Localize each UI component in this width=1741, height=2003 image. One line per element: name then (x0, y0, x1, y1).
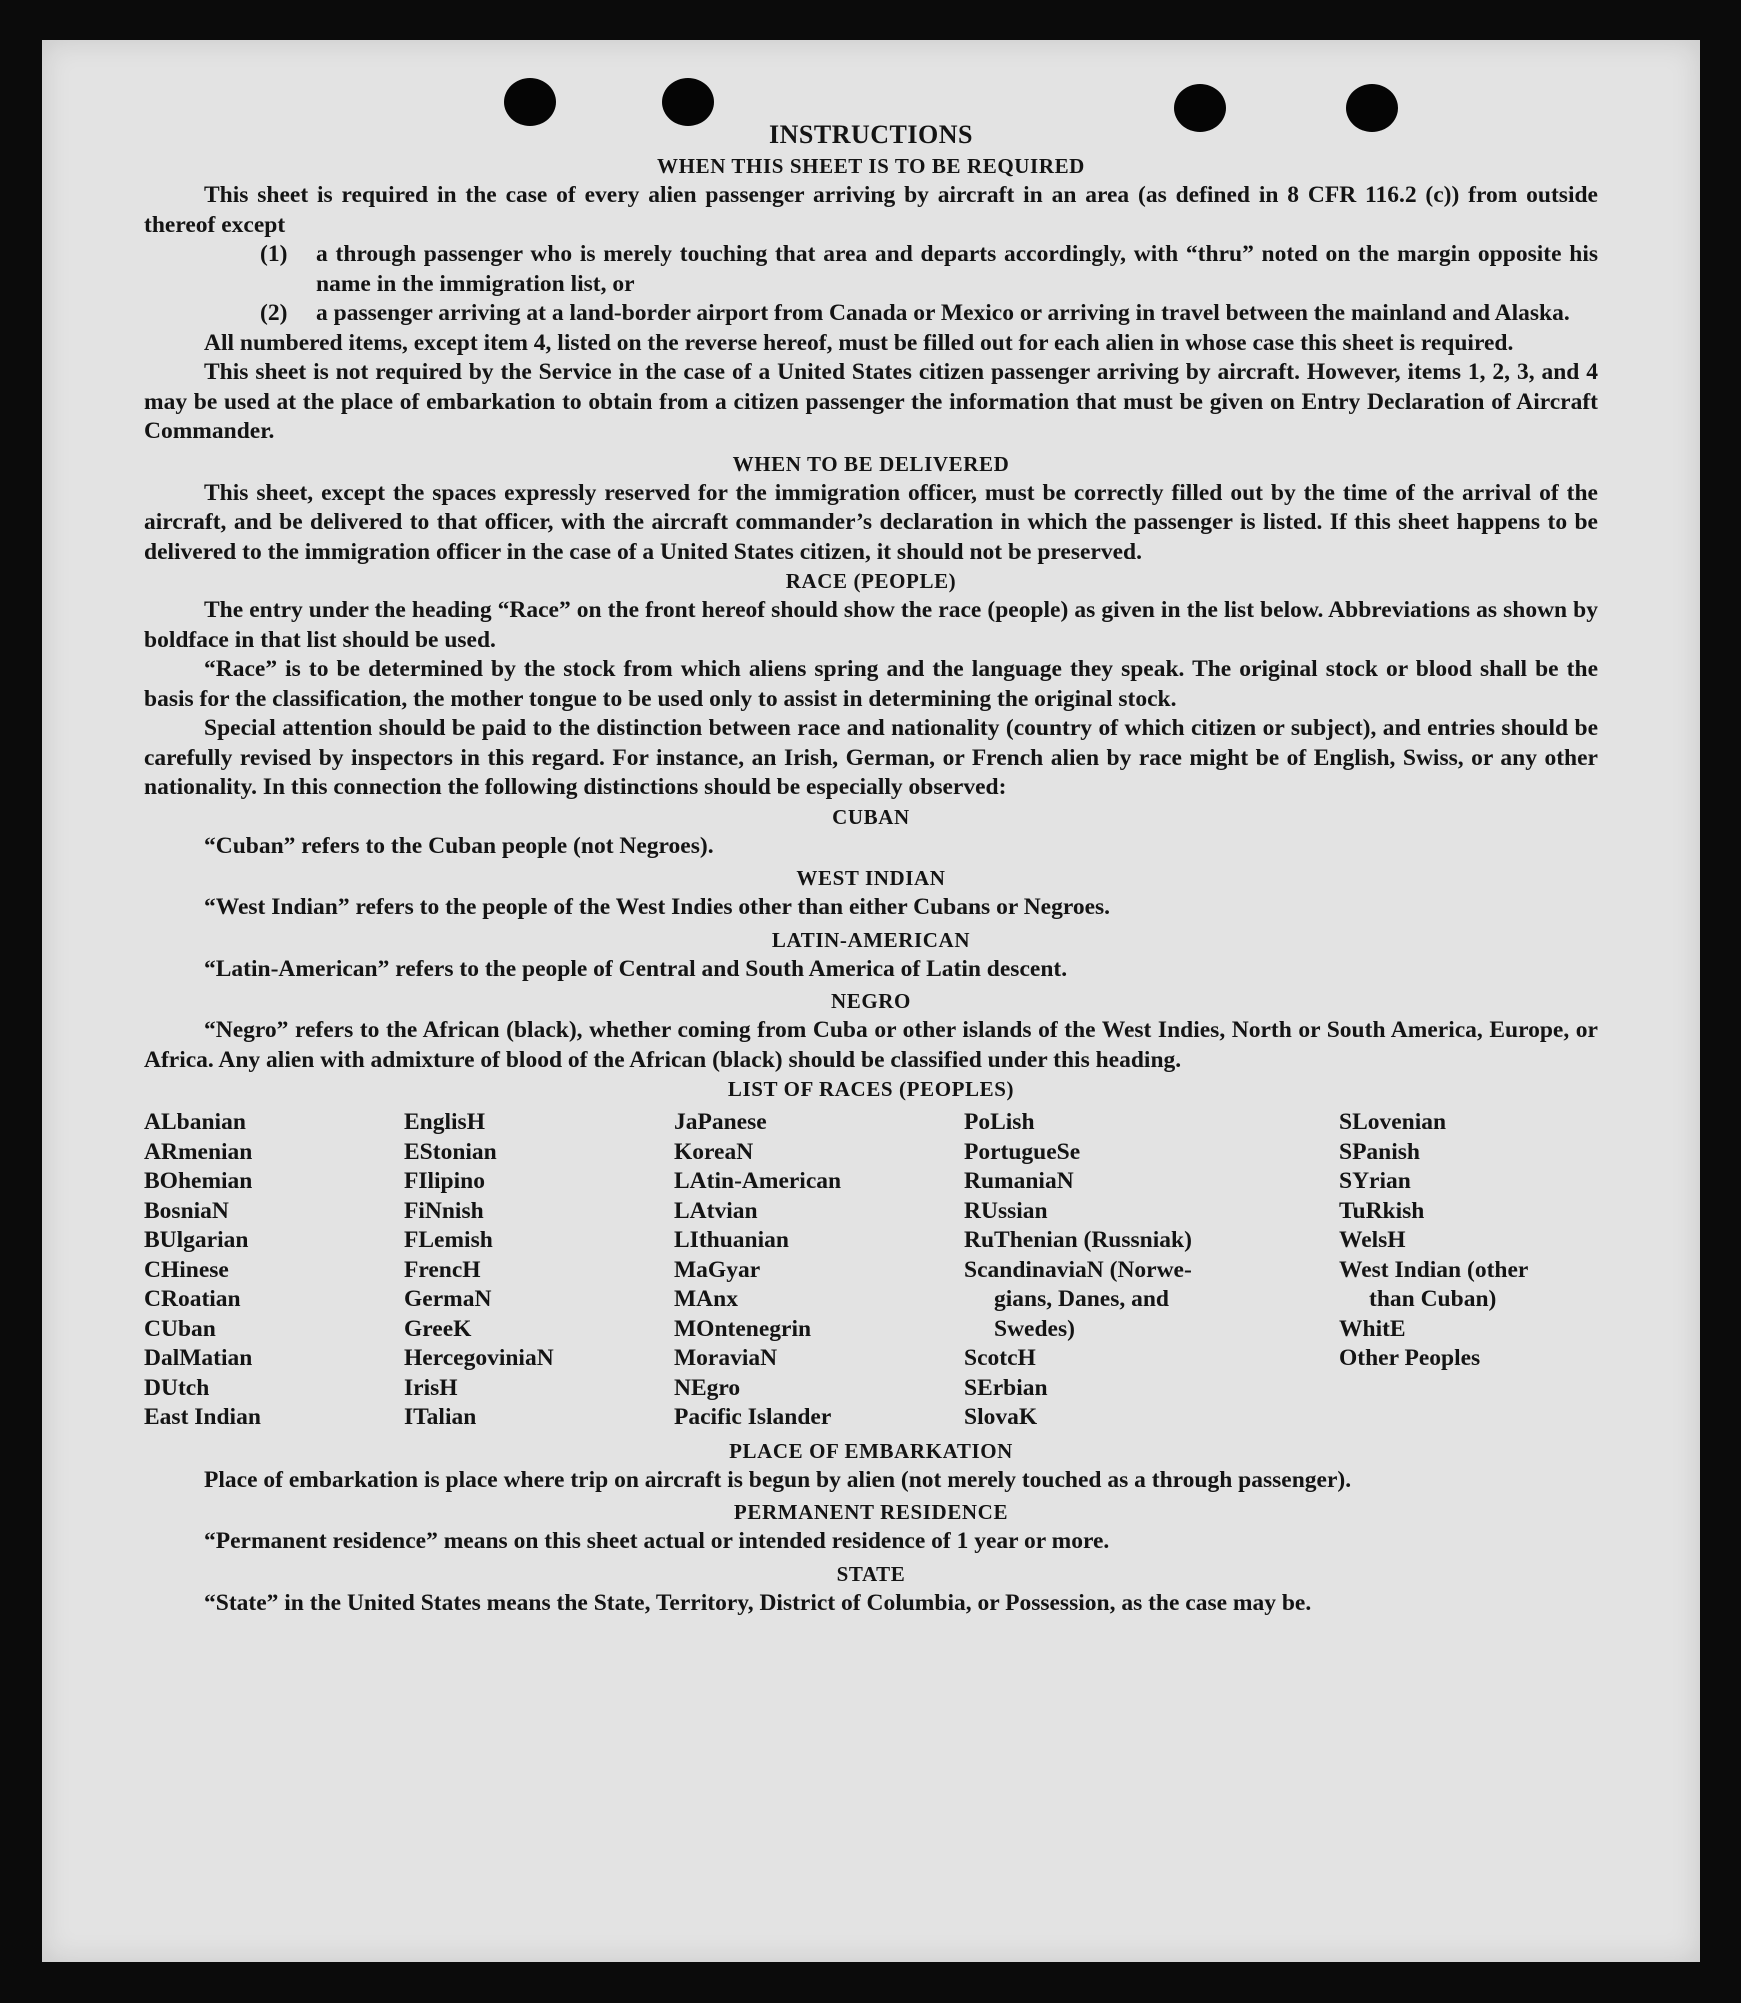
race-entry: CRoatian (144, 1286, 241, 1312)
paragraph: “Latin-American” refers to the people of Central and South America of Latin descent. (204, 955, 1068, 982)
item-text: a passenger arriving at a land-border airport from Canada or Mexico or arriving in travel between the mainland and Alaska. (316, 300, 1570, 326)
race-entry: Other Peoples (1339, 1345, 1481, 1371)
race-entry: EnglisH (404, 1109, 485, 1135)
section-heading: NEGRO (830, 989, 911, 1013)
race-entry: ScandinaviaN (Norwe- (964, 1256, 1192, 1283)
race-entry: SYrian (1339, 1168, 1411, 1194)
paragraph: “Race” is to be determined by the stock from which aliens spring and the language they speak. The original stock or blood shall be the basis for the classification, the mother tongue to be used only to assist in determining the original stock. (144, 656, 1598, 712)
race-entry: CUban (144, 1315, 216, 1342)
race-entry: Swedes) (994, 1315, 1075, 1342)
race-entry: GermaN (404, 1286, 492, 1312)
race-entry: ALbanian (144, 1109, 246, 1135)
race-entry: HercegoviniaN (404, 1345, 554, 1371)
paragraph: All numbered items, except item 4, listed on the reverse hereof, must be filled out for each alien in whose case this sheet is required. (204, 329, 1514, 356)
race-entry: IrisH (404, 1374, 458, 1401)
race-entry: ScotcH (964, 1345, 1036, 1371)
section-heading: CUBAN (832, 804, 910, 829)
races-column (144, 1108, 404, 1433)
races-list (144, 1108, 1598, 1433)
race-entry: PoLish (964, 1109, 1035, 1135)
section-heading: LIST OF RACES (PEOPLES) (727, 1077, 1015, 1101)
item-number: (1) (260, 241, 288, 267)
race-entry: MoraviaN (674, 1345, 778, 1371)
section-heading: WHEN TO BE DELIVERED (732, 451, 1010, 476)
race-entry: EStonian (404, 1138, 497, 1165)
paragraph: “State” in the United States means the State, Territory, District of Columbia, or Possession, as the case may be. (204, 1589, 1312, 1616)
page-title: INSTRUCTIONS (769, 120, 973, 149)
race-entry: MOntenegrin (674, 1315, 812, 1342)
race-entry: gians, Danes, and (994, 1286, 1169, 1312)
race-entry: than Cuban) (1369, 1286, 1497, 1312)
instructions-content (144, 118, 1598, 1618)
race-entry: GreeK (404, 1315, 472, 1342)
races-column (404, 1108, 674, 1433)
race-entry: JaPanese (674, 1109, 767, 1135)
race-entry: DUtch (144, 1374, 210, 1401)
race-entry: MaGyar (674, 1256, 761, 1283)
race-entry: LAtvian (674, 1197, 758, 1224)
paragraph: Special attention should be paid to the distinction between race and nationality (country of which citizen or subject), and entries should be carefully revised by inspectors in this regard. For instance, an Irish, German, or French alien by race might be of English, Swiss, or any other nationality. In this connection the following distinctions should be especially observed: (144, 715, 1598, 800)
section-heading: LATIN-AMERICAN (771, 927, 971, 952)
race-entry: PortugueSe (964, 1138, 1081, 1165)
race-entry: East Indian (144, 1404, 261, 1430)
paragraph: This sheet is not required by the Service in the case of a United States citizen passenger arriving by aircraft. However, items 1, 2, 3, and 4 may be used at the place of embarkation to obtain from a citizen passenger the information that must be given on Entry Declaration of Aircraft Commander. (144, 359, 1598, 444)
race-entry: FIlipino (404, 1168, 485, 1194)
list-item (260, 299, 1598, 329)
race-entry: SLovenian (1339, 1109, 1447, 1135)
race-entry: ITalian (404, 1404, 477, 1430)
race-entry: WhitE (1339, 1315, 1406, 1342)
paragraph: Place of embarkation is place where trip on aircraft is begun by alien (not merely touched as a through passenger). (204, 1466, 1352, 1493)
section-heading: PLACE OF EMBARKATION (729, 1438, 1013, 1463)
race-entry: FrencH (404, 1256, 481, 1283)
race-entry: West Indian (other (1339, 1256, 1529, 1283)
race-entry: RUssian (964, 1197, 1048, 1224)
race-entry: RumaniaN (964, 1168, 1074, 1194)
race-entry: NEgro (674, 1374, 741, 1401)
race-entry: WelsH (1339, 1227, 1406, 1253)
race-entry: KoreaN (674, 1138, 754, 1165)
paragraph: “West Indian” refers to the people of the West Indies other than either Cubans or Negroes. (204, 894, 1111, 920)
paragraph: This sheet, except the spaces expressly reserved for the immigration officer, must be correctly filled out by the time of the arrival of the aircraft, and be delivered to that officer, with the aircraft commander’s declaration in which the passenger is listed. If this sheet happens to be delivered to the immigration officer in the case of a United States citizen, it should not be preserved. (144, 479, 1598, 565)
race-entry: ARmenian (144, 1138, 253, 1165)
race-entry: RuThenian (Russniak) (964, 1227, 1192, 1253)
race-entry: FiNnish (404, 1197, 484, 1224)
document-page (42, 40, 1700, 1962)
item-number: (2) (260, 300, 288, 326)
race-entry: BOhemian (144, 1168, 253, 1194)
list-item (260, 240, 1598, 299)
section-heading: RACE (PEOPLE) (785, 569, 957, 593)
race-entry: TuRkish (1339, 1197, 1425, 1224)
section-heading: PERMANENT RESIDENCE (733, 1500, 1009, 1524)
race-entry: Pacific Islander (674, 1404, 832, 1430)
race-entry: LAtin-American (674, 1168, 842, 1194)
race-entry: DalMatian (144, 1345, 253, 1371)
race-entry: FLemish (404, 1227, 493, 1253)
item-text: a through passenger who is merely touching that area and departs accordingly, with “thru” noted on the margin opposite his name in the immigration list, or (316, 241, 1598, 297)
races-column (964, 1108, 1339, 1433)
paragraph: “Permanent residence” means on this sheet actual or intended residence of 1 year or more. (204, 1528, 1110, 1554)
section-heading: WHEN THIS SHEET IS TO BE REQUIRED (657, 154, 1085, 178)
race-entry: BosniaN (144, 1197, 229, 1224)
paragraph: This sheet is required in the case of every alien passenger arriving by aircraft in an area (as defined in 8 CFR 116.2 (c)) from outside thereof except (144, 182, 1598, 238)
race-entry: SErbian (964, 1374, 1048, 1401)
race-entry: BUlgarian (144, 1227, 249, 1253)
race-entry: SlovaK (964, 1404, 1038, 1430)
race-entry: CHinese (144, 1256, 229, 1283)
paragraph: “Negro” refers to the African (black), whether coming from Cuba or other islands of the West Indies, North or South America, Europe, or Africa. Any alien with admixture of blood of the African (black) should be classified under this heading. (144, 1017, 1598, 1073)
races-column (674, 1108, 964, 1433)
races-column (1339, 1108, 1598, 1433)
section-heading: STATE (836, 1561, 906, 1586)
section-heading: WEST INDIAN (796, 866, 946, 890)
race-entry: SPanish (1339, 1138, 1420, 1165)
race-entry: MAnx (674, 1286, 738, 1312)
race-entry: LIthuanian (674, 1227, 789, 1253)
paragraph: “Cuban” refers to the Cuban people (not Negroes). (204, 832, 714, 859)
paragraph: The entry under the heading “Race” on the front hereof should show the race (people) as given in the list below. Abbreviations as shown by boldface in that list should be used. (144, 597, 1598, 653)
